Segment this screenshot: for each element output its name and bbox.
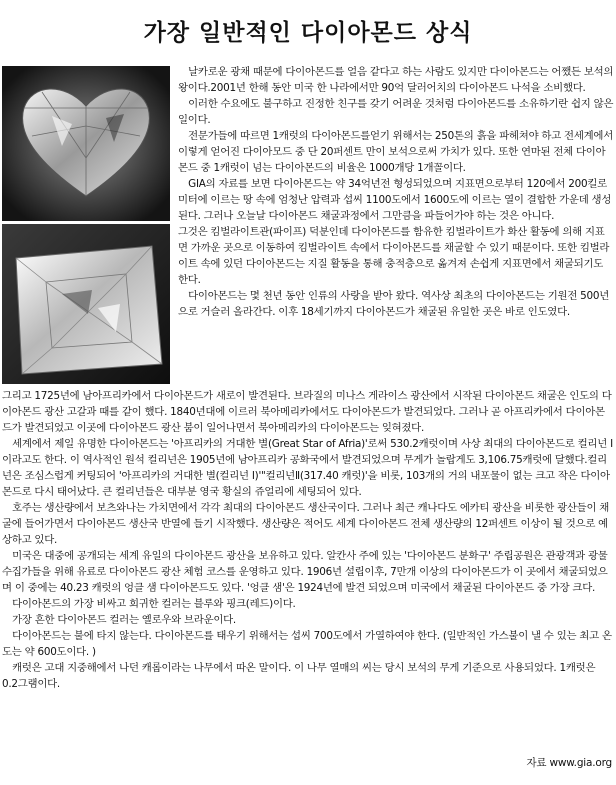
paragraph: 캐럿은 고대 지중해에서 나던 캐롭이라는 나무에서 따온 말이다. 이 나무 열매의 씨는 당시 보석의 무게 기준으로 사용되었다. 1캐럿은 0.2그램이다. bbox=[2, 662, 596, 690]
paragraph: GIA의 자료를 보면 다이아몬드는 약 34억년전 형성되었으며 지표면으로부터 120에서 200킬로미터에 이르는 땅 속에 엄청난 압력과 섭씨 1100도에서 1600도에 이르는 열이 결합한 가운데 생성된다. 그러나 오늘날 다이아몬드 채굴과정에서 그만큼을 파들어가야 하는 것은 아니다. bbox=[178, 178, 612, 222]
main-text-body bbox=[2, 388, 614, 692]
paragraph: 다이아몬드는 불에 타지 않는다. 다이아몬드를 태우기 위해서는 섭씨 700도에서 가열하여야 한다. (일반적인 가스불이 낼 수 있는 최고 온도는 약 600도이다. ) bbox=[2, 630, 612, 658]
paragraph: 호주는 생산량에서 보츠와나는 가치면에서 각각 최대의 다이아몬드 생산국이다. 그러나 최근 캐나다도 에카티 광산을 비롯한 광산들이 채굴에 들어가면서 다이아몬드 생산국 반열에 들기 시작했다. 생산량은 적어도 세계 다이아몬드 전체 생산량의 12퍼센트 이상이 될 것으로 예상하고 있다. bbox=[2, 502, 610, 546]
princess-cut-diamond-photo bbox=[2, 224, 170, 384]
paragraph: 다이아몬드는 몇 천년 동안 인류의 사랑을 받아 왔다. 역사상 최초의 다이아몬드는 기원전 500년으로 거슬러 올라간다. 이후 18세기까지 다이아몬드가 채굴된 유일한 곳은 바로 인도였다. bbox=[178, 290, 610, 318]
paragraph: 미국은 대중에 공개되는 세계 유일의 다이아몬드 광산을 보유하고 있다. 알칸사 주에 있는 '다이아몬드 분화구' 주립공원은 관광객과 광물 수집가들을 위해 유료로 다이아몬드 광산 체험 코스를 운영하고 있다. 1906년 설립이후, 7만개 이상의 다이아몬드가 이 곳에서 채굴되었으며 이 중에는 40.23 캐럿의 엉클 샘 다이아몬드도 있다. '엉클 샘'은 1924년에 발견 되었으며 미국에서 채굴된 다이아몬드 중 가장 크다. bbox=[2, 550, 608, 594]
paragraph: 날카로운 광채 때문에 다이아몬드를 얼음 같다고 하는 사람도 있지만 다이아몬드는 어쨌든 보석의 왕이다.2001년 한해 동안 미국 한 나라에서만 90억 달러어치의 다이아몬드 나석을 소비했다. bbox=[178, 66, 614, 94]
source-credit: 자료 www.gia.org bbox=[526, 757, 612, 769]
paragraph: 가장 흔한 다이아몬드 컬러는 옐로우와 브라운이다. bbox=[2, 614, 236, 626]
paragraph: 이러한 수요에도 불구하고 진정한 친구를 갖기 어려운 것처럼 다이아몬드를 소유하기란 쉽지 않은 일이다. bbox=[178, 98, 614, 126]
paragraph: 세계에서 제일 유명한 다이아몬드는 '아프리카의 거대한 별(Great Star of Afria)'로써 530.2캐럿이며 사상 최대의 다이아몬드로 컬리넌 Ⅰ 이라고도 한다. 이 역사적인 원석 컬리넌은 1905년에 남아프리카 공화국에서 발견되었으며 무게가 놀랍게도 3,106.75캐럿에 달했다.컬리넌은 조심스럽게 커팅되어 '아프리카의 거대한 별(컬리넌 Ⅰ)'"컬리넌Ⅱ(317.40 캐럿)'을 비롯, 103개의 거의 내포물이 없는 크고 작은 다이아몬드로 다시 태어났다. 큰 컬리넌들은 대부분 영국 황실의 쥬얼리에 세팅되어 있다. bbox=[2, 438, 613, 498]
paragraph: 전문가들에 따르면 1캐럿의 다이아몬드를얻기 위해서는 250톤의 흙을 파헤쳐야 하고 전세계에서 이렇게 얻어진 다이아모드 중 단 20퍼센트 만이 보석으로써 가치가 있다. 또한 연마된 전체 다이아몬드 중 1캐럿이 넘는 다이아몬드의 비율은 1000개당 1개꼴이다. bbox=[178, 130, 613, 174]
intro-text-column bbox=[178, 64, 614, 320]
paragraph: 그리고 1725년에 남아프리카에서 다이아몬드가 새로이 발견된다. 브라질의 미나스 게라이스 광산에서 시작된 다이아몬드 채굴은 인도의 다이아몬드 광산 고갈과 때를 같이 했다. 1840년대에 이르러 북아메리카에서도 다이아몬드가 발견되었다. 그러나 곧 아프리카에서 다이아몬드가 발견되었고 이곳에 다이아몬드 광산 붐이 일어나면서 북아메리카의 다이아몬드는 잊혀졌다. bbox=[2, 390, 612, 434]
heart-cut-diamond-photo bbox=[2, 66, 170, 221]
paragraph: 다이아몬드의 가장 비싸고 희귀한 컬러는 블루와 핑크(레드)이다. bbox=[2, 598, 296, 610]
paragraph: 그것은 킴벌라이트관(파이프) 덕분인데 다이아몬드를 함유한 킴벌라이트가 화산 활동에 의해 지표면 가까운 곳으로 이동하여 킴벌라이트 속에서 다이아몬드를 채굴할 수 있기 때문이다. 또한 킴벌라이트 속에 있던 다이아몬드는 지질 활동을 통해 충적층으로 옮겨져 손쉽게 지표면에서 채굴되기도 한다. bbox=[178, 226, 610, 286]
page-title: 가장 일반적인 다이아몬드 상식 bbox=[143, 19, 473, 46]
